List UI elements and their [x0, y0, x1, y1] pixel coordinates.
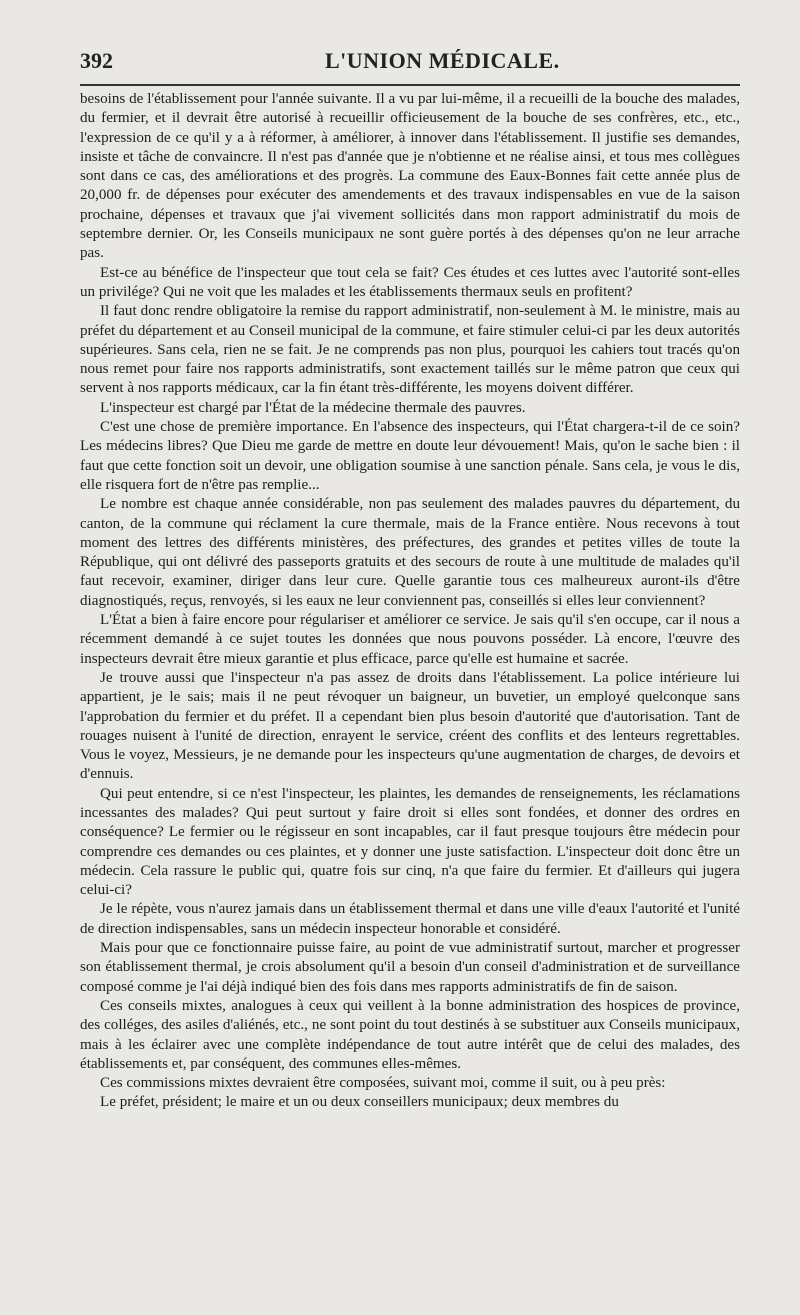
- paragraph: Ces conseils mixtes, analogues à ceux qui veillent à la bonne administration des hospices de province, des colléges, des asiles d'aliénés, etc., ne sont point du tout destinés à se substituer aux Conseils municipaux, mais à les éclairer avec une complète indépendance de tout autre intérêt que de celui des malades, des établissements et, par conséquent, des communes elles-mêmes.: [80, 997, 740, 1072]
- paragraph: Ces commissions mixtes devraient être composées, suivant moi, comme il suit, ou à peu près:: [100, 1075, 666, 1092]
- paragraph: Est-ce au bénéfice de l'inspecteur que tout cela se fait? Ces études et ces luttes avec l'autorité sont-elles un privilége? Qui ne voit que les malades et les établissements thermaux seuls en profitent?: [80, 264, 740, 300]
- body-text: [80, 90, 740, 1113]
- page-number: 392: [80, 48, 113, 73]
- paragraph: Je trouve aussi que l'inspecteur n'a pas assez de droits dans l'établissement. La police intérieure lui appartient, je le sais; mais il ne peut révoquer un baigneur, un buvetier, un employé quelconque sans l'approbation du fermier et du préfet. Il a cependant bien plus besoin d'autorité que d'autorisation. Tant de rouages nuisent à l'unité de direction, enrayent le service, créent des conflits et des lenteurs regrettables. Vous le voyez, Messieurs, je ne demande pour les inspecteurs qu'une augmentation de charges, de devoirs et d'ennuis.: [80, 669, 740, 783]
- paragraph: Mais pour que ce fonctionnaire puisse faire, au point de vue administratif surtout, marcher et progresser son établissement thermal, je crois absolument qu'il a besoin d'un conseil d'administration et de surveillance composé comme je l'ai déjà indiqué bien des fois dans mes rapports administratifs de fin de saison.: [80, 940, 740, 995]
- running-head: L'UNION MÉDICALE.: [325, 48, 560, 73]
- paragraph: Je le répète, vous n'aurez jamais dans un établissement thermal et dans une ville d'eaux l'autorité et l'unité de direction indispensables, sans un médecin inspecteur honorable et considéré.: [80, 901, 740, 937]
- paragraph: L'État a bien à faire encore pour régulariser et améliorer ce service. Je sais qu'il s'en occupe, car il nous a récemment demandé à ce sujet toutes les données que nous pouvons posséder. Là encore, l'œuvre des inspecteurs devrait être mieux garantie et plus efficace, parce qu'elle est humaine et sacrée.: [80, 612, 740, 667]
- paragraph: C'est une chose de première importance. En l'absence des inspecteurs, qui l'État chargera-t-il de ce soin? Les médecins libres? Que Dieu me garde de mettre en doute leur dévouement! Mais, qu'on le sache bien : il faut que cette fonction soit un devoir, une obligation soumise à une sanction pénale. Sans cela, je vous le dis, elle risquera fort de n'être pas remplie...: [80, 419, 740, 493]
- paragraph: L'inspecteur est chargé par l'État de la médecine thermale des pauvres.: [100, 399, 526, 416]
- header-rule: [80, 84, 740, 86]
- paragraph: Le nombre est chaque année considérable, non pas seulement des malades pauvres du département, du canton, de la commune qui réclament la cure thermale, mais de la France entière. Nous recevons à tout moment des lettres des différents ministères, des préfectures, des grandes et petites villes de toute la République, qui ont délivré des passeports gratuits et des secours de route à une multitude de malades qu'il faut recevoir, examiner, diriger dans leur cure. Quelle garantie tous ces malheureux auront-ils d'être diagnostiqués, reçus, renvoyés, si les eaux ne leur conviennent pas, conseillés si elles leur conviennent?: [80, 496, 740, 609]
- paragraph: Il faut donc rendre obligatoire la remise du rapport administratif, non-seulement à M. le ministre, mais au préfet du département et au Conseil municipal de la commune, et faire stimuler celui-ci par les deux autorités supérieures. Sans cela, rien ne se fait. Je ne comprends pas non plus, pourquoi les cahiers tout tracés qu'on nous remet pour faire nos rapports administratifs, sont exactement taillés sur le même patron que ceux qui servent à nos rapports médicaux, car la fin étant très-différente, les moyens doivent différer.: [80, 303, 740, 397]
- paragraph: Qui peut entendre, si ce n'est l'inspecteur, les plaintes, les demandes de renseignements, les réclamations incessantes des malades? Qui peut surtout y faire droit si elles sont fondées, et donner des ordres en conséquence? Le fermier ou le régisseur en sont incapables, car il faut presque toujours être médecin pour comprendre ces demandes ou ces plaintes, et y donner une juste satisfaction. L'inspecteur doit donc être un médecin. Cela rassure le public qui, quatre fois sur cinq, n'a que faire du fermier. Et d'ailleurs qui jugera celui-ci?: [80, 785, 740, 899]
- paragraph: Le préfet, président; le maire et un ou deux conseillers municipaux; deux membres du: [100, 1094, 619, 1111]
- page-header: [80, 46, 740, 76]
- paragraph: besoins de l'établissement pour l'année suivante. Il a vu par lui-même, il a recueilli de la bouche des malades, du fermier, et il devrait être autorisé à recueillir officieusement de la bouche de ses confrères, etc., etc., l'expression de ce qu'il y a à réformer, à améliorer, à innover dans l'établissement. Il justifie ses demandes, insiste et tâche de convaincre. Il n'est pas d'année que je n'obtienne et ne réalise ainsi, et tous mes collègues sont dans ce cas, des améliorations et des progrès. La commune des Eaux-Bonnes fait cette année plus de 20,000 fr. de dépenses pour exécuter des amendements et des travaux indispensables en vue de la saison prochaine, dépenses et travaux que j'ai vivement sollicités dans mon rapport administratif du mois de septembre dernier. Or, les Conseils municipaux ne sont guère portés à des dépenses qu'on ne leur arrache pas.: [80, 91, 740, 262]
